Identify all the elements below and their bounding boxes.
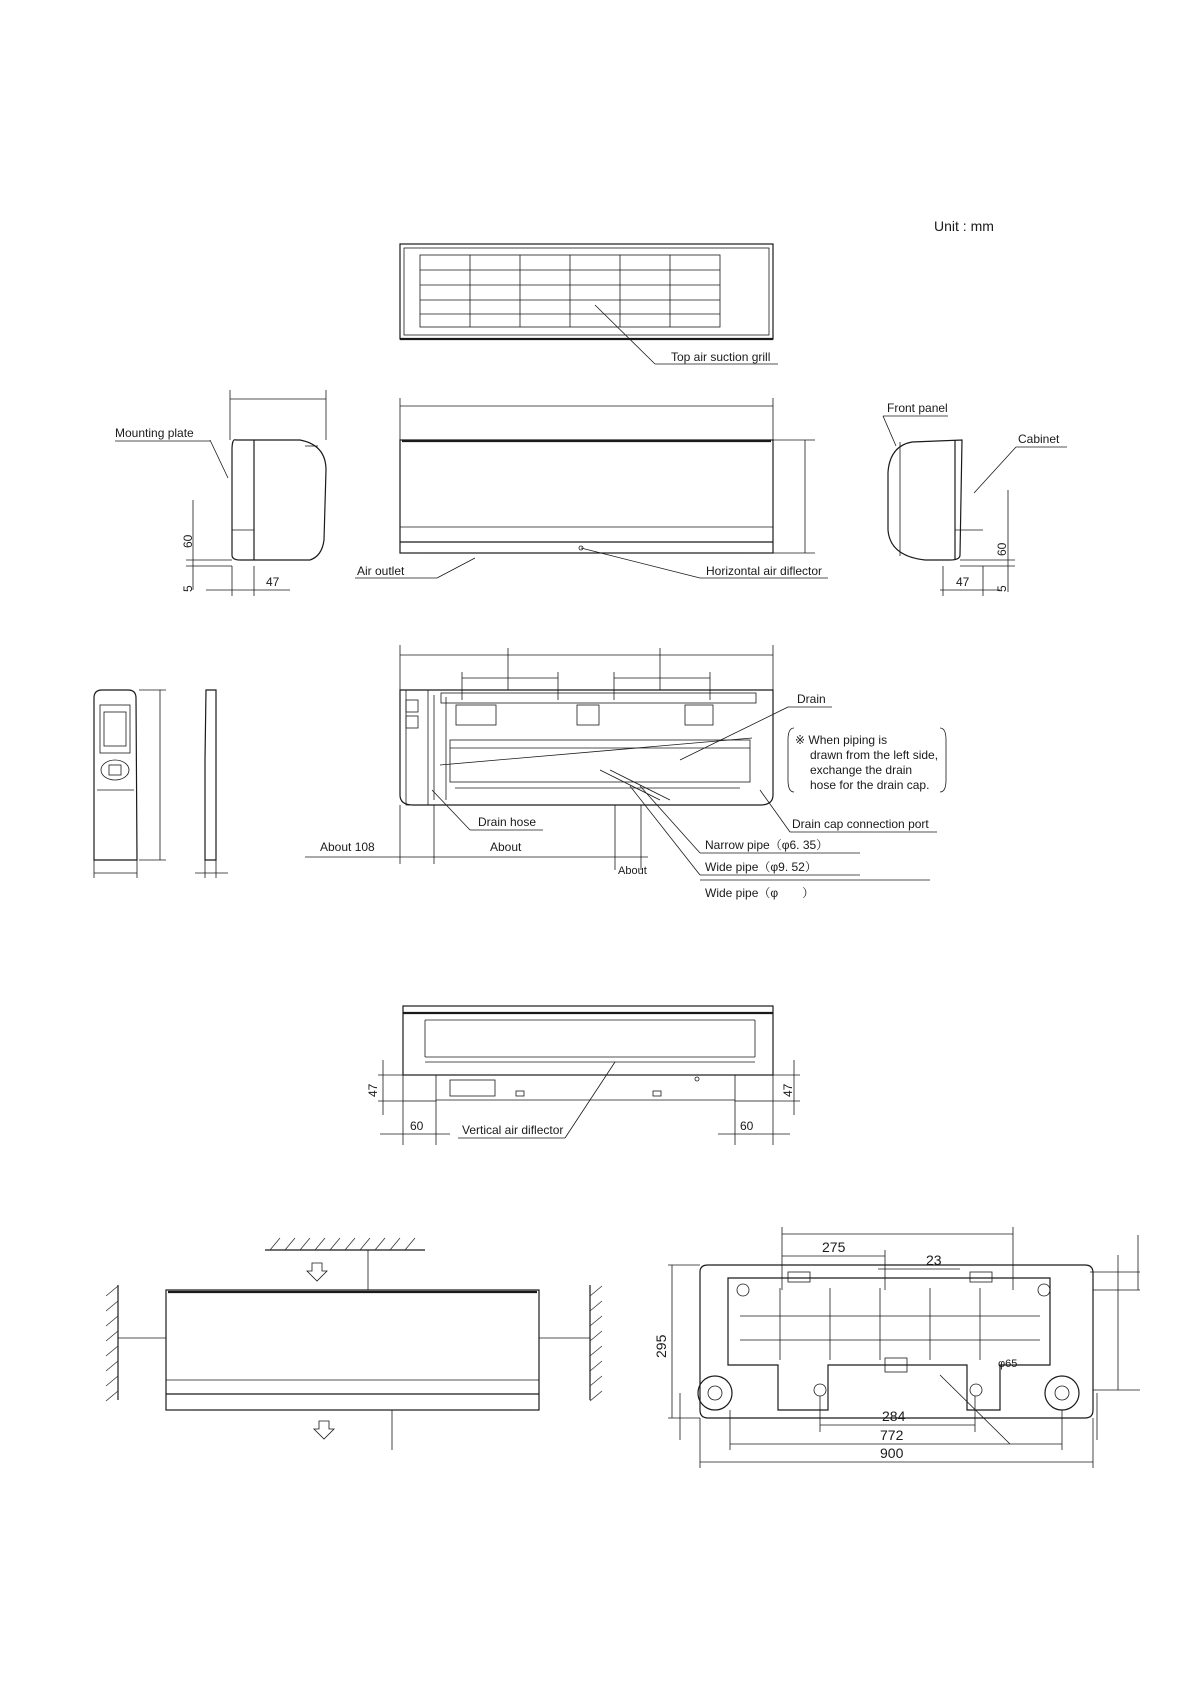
label-drain-cap-connection-port: Drain cap connection port bbox=[792, 817, 929, 831]
mounting-plate-view bbox=[653, 1227, 1140, 1468]
left-side-view bbox=[115, 390, 326, 596]
note-line-2: drawn from the left side, bbox=[810, 748, 939, 762]
right-side-view bbox=[883, 401, 1067, 596]
label-cabinet: Cabinet bbox=[1018, 432, 1060, 446]
label-vertical-air-deflector: Vertical air diflector bbox=[462, 1123, 564, 1137]
dim-about-b: About bbox=[618, 865, 647, 877]
dim-side-right-47: 47 bbox=[956, 575, 970, 589]
label-narrow-pipe: Narrow pipe（φ6. 35） bbox=[705, 838, 829, 852]
note-line-4: hose for the drain cap. bbox=[810, 778, 930, 792]
top-view bbox=[400, 244, 778, 364]
dim-bottom-right-47: 47 bbox=[781, 1083, 795, 1097]
suction-grill-grid bbox=[420, 255, 720, 327]
dim-plate-772: 772 bbox=[880, 1427, 904, 1443]
label-front-panel: Front panel bbox=[887, 401, 948, 415]
unit-label: Unit : mm bbox=[934, 218, 994, 234]
dim-plate-295: 295 bbox=[653, 1334, 669, 1358]
installation-clearance-view bbox=[106, 1238, 602, 1450]
label-wide-pipe-1: Wide pipe（φ9. 52） bbox=[705, 860, 817, 874]
dim-about-a: About bbox=[490, 840, 522, 854]
label-top-air-suction-grill: Top air suction grill bbox=[671, 350, 771, 364]
remote-controller bbox=[94, 690, 228, 878]
label-drain: Drain bbox=[797, 692, 826, 706]
dim-plate-284: 284 bbox=[882, 1408, 906, 1424]
dim-bottom-right-60: 60 bbox=[740, 1119, 754, 1133]
label-drain-hose: Drain hose bbox=[478, 815, 537, 829]
label-phi65: φ65 bbox=[998, 1358, 1018, 1370]
dim-bottom-left-60: 60 bbox=[410, 1119, 424, 1133]
label-mounting-plate: Mounting plate bbox=[115, 426, 194, 440]
dim-plate-275: 275 bbox=[822, 1239, 846, 1255]
label-air-outlet: Air outlet bbox=[357, 564, 405, 578]
front-view bbox=[355, 440, 828, 578]
label-wide-pipe-2: Wide pipe（φ ） bbox=[705, 886, 815, 900]
note-line-3: exchange the drain bbox=[810, 763, 913, 777]
dim-plate-900: 900 bbox=[880, 1445, 904, 1461]
dim-side-right-60: 60 bbox=[995, 542, 1009, 556]
dim-side-left-47: 47 bbox=[266, 575, 280, 589]
note-line-1: ※ When piping is bbox=[795, 733, 888, 747]
dim-side-left-60: 60 bbox=[181, 534, 195, 548]
dim-side-right-5: 5 bbox=[995, 585, 1009, 592]
dim-side-left-5: 5 bbox=[181, 585, 195, 592]
dim-plate-23: 23 bbox=[926, 1252, 942, 1268]
label-horizontal-air-deflector: Horizontal air diflector bbox=[706, 564, 823, 578]
piping-view bbox=[305, 645, 946, 900]
bottom-view bbox=[366, 1006, 800, 1145]
dim-bottom-left-47: 47 bbox=[366, 1083, 380, 1097]
dim-about-108: About 108 bbox=[320, 840, 375, 854]
